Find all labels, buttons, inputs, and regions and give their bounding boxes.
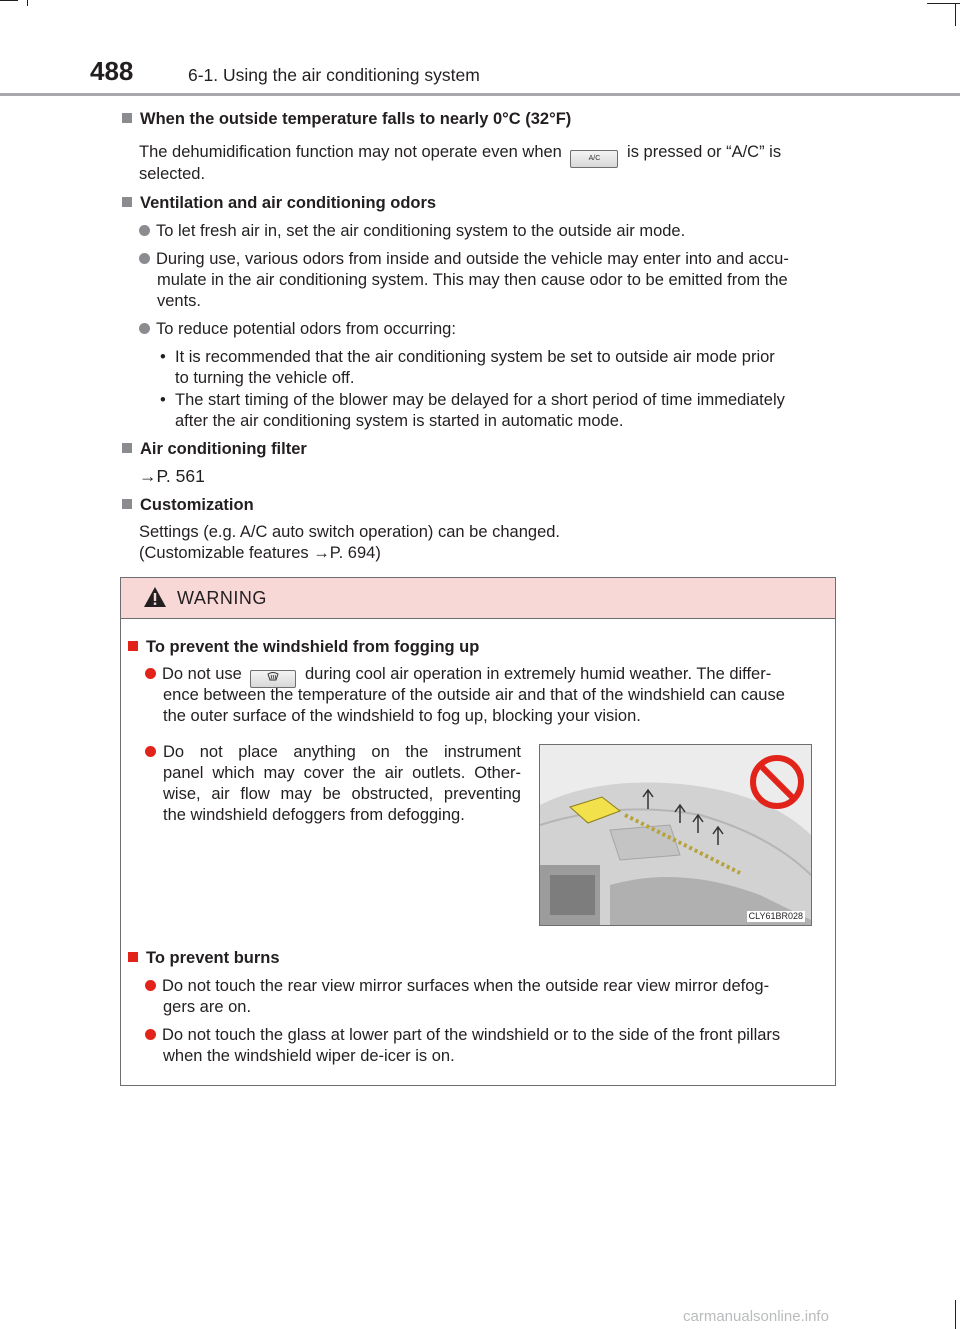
- heading-burns: [128, 947, 280, 969]
- text: The dehumidification function may not operate even when: [139, 143, 562, 161]
- text-line: The start timing of the blower may be delayed for a short period of time immediately: [175, 391, 785, 409]
- warning-triangle-icon: [143, 586, 167, 608]
- list-item: [145, 976, 769, 997]
- text: Do not touch the rear view mirror surfaces when the outside rear view mirror defog-: [162, 977, 770, 995]
- dot-bullet-icon: [139, 253, 150, 264]
- text-line: wise, air flow may be obstructed, preventing: [163, 785, 521, 803]
- dot-bullet-icon: [145, 1029, 156, 1040]
- square-bullet-icon: [128, 641, 138, 651]
- text: is pressed or “A/C” is: [627, 143, 782, 161]
- list-item: [145, 742, 162, 763]
- text: Do not touch the glass at lower part of the windshield or to the side of the front pillars: [162, 1026, 781, 1044]
- text-line: when the windshield wiper de-icer is on.: [163, 1047, 455, 1065]
- heading-text: When the outside temperature falls to nearly 0°C (32°F): [140, 110, 572, 128]
- sub-bullet-marker: •: [160, 391, 166, 409]
- header-rule: [0, 93, 960, 96]
- watermark: carmanualsonline.info: [683, 1308, 829, 1325]
- heading-filter: [122, 438, 307, 460]
- list-item: [139, 221, 685, 242]
- heading-text: Ventilation and air conditioning odors: [140, 194, 437, 212]
- heading-outside-temp: [122, 108, 571, 130]
- square-bullet-icon: [122, 443, 132, 453]
- heading-text: To prevent burns: [146, 949, 280, 967]
- dashboard-drawing: [540, 745, 811, 925]
- square-bullet-icon: [128, 952, 138, 962]
- text-line: the windshield defoggers from defogging.: [163, 806, 465, 824]
- sub-bullet-marker: •: [160, 348, 166, 366]
- text-line: the outer surface of the windshield to fog up, blocking your vision.: [163, 707, 641, 725]
- text-line: (Customizable features →P. 694): [139, 544, 381, 562]
- paragraph-outside-temp: [139, 142, 839, 168]
- heading-text: To prevent the windshield from fogging up: [146, 638, 480, 656]
- text-line: It is recommended that the air conditioning system be set to outside air mode prior: [175, 348, 775, 366]
- page-reference-link[interactable]: →P. 561: [139, 466, 205, 486]
- text-line: Do not place anything on the instrument: [163, 743, 521, 761]
- list-item: [145, 1025, 780, 1046]
- text-line: ence between the temperature of the outside air and that of the windshield can cause: [163, 686, 785, 704]
- text: Do not use: [162, 665, 242, 683]
- list-item: [139, 249, 789, 270]
- dot-bullet-icon: [139, 323, 150, 334]
- dashboard-illustration: [539, 744, 812, 926]
- text-line: gers are on.: [163, 998, 252, 1016]
- dot-bullet-icon: [145, 746, 156, 757]
- figure-label: CLY61BR028: [748, 911, 803, 921]
- list-item: [139, 319, 456, 340]
- page-number: 488: [90, 56, 134, 86]
- heading-customization: [122, 494, 254, 516]
- text-line: after the air conditioning system is started in automatic mode.: [175, 412, 624, 430]
- defogger-icon: [266, 671, 280, 683]
- crop-mark: [955, 1300, 956, 1329]
- text-line: to turning the vehicle off.: [175, 369, 355, 387]
- text: During use, various odors from inside and outside the vehicle may enter into and accu-: [156, 250, 789, 268]
- heading-text: Air conditioning filter: [140, 440, 307, 458]
- text-line: panel which may cover the air outlets. Other-: [163, 764, 521, 782]
- heading-odors: [122, 192, 436, 214]
- section-title: 6-1. Using the air conditioning system: [188, 65, 480, 85]
- page-header: [0, 0, 960, 100]
- square-bullet-icon: [122, 499, 132, 509]
- warning-header: [121, 578, 835, 619]
- dot-bullet-icon: [145, 668, 156, 679]
- text-line: vents.: [157, 292, 202, 310]
- text-line: selected.: [139, 165, 206, 183]
- heading-fog: [128, 636, 479, 658]
- ac-button-icon: A/C: [570, 150, 618, 168]
- text: To let fresh air in, set the air conditioning system to the outside air mode.: [156, 222, 686, 240]
- text-line: Settings (e.g. A/C auto switch operation) can be changed.: [139, 523, 561, 541]
- text: during cool air operation in extremely humid weather. The differ-: [305, 665, 772, 683]
- square-bullet-icon: [122, 197, 132, 207]
- warning-title: WARNING: [177, 588, 267, 608]
- dot-bullet-icon: [145, 980, 156, 991]
- text: To reduce potential odors from occurring:: [156, 320, 456, 338]
- heading-text: Customization: [140, 496, 254, 514]
- dot-bullet-icon: [139, 225, 150, 236]
- text-line: mulate in the air conditioning system. This may then cause odor to be emitted from the: [157, 271, 788, 289]
- square-bullet-icon: [122, 113, 132, 123]
